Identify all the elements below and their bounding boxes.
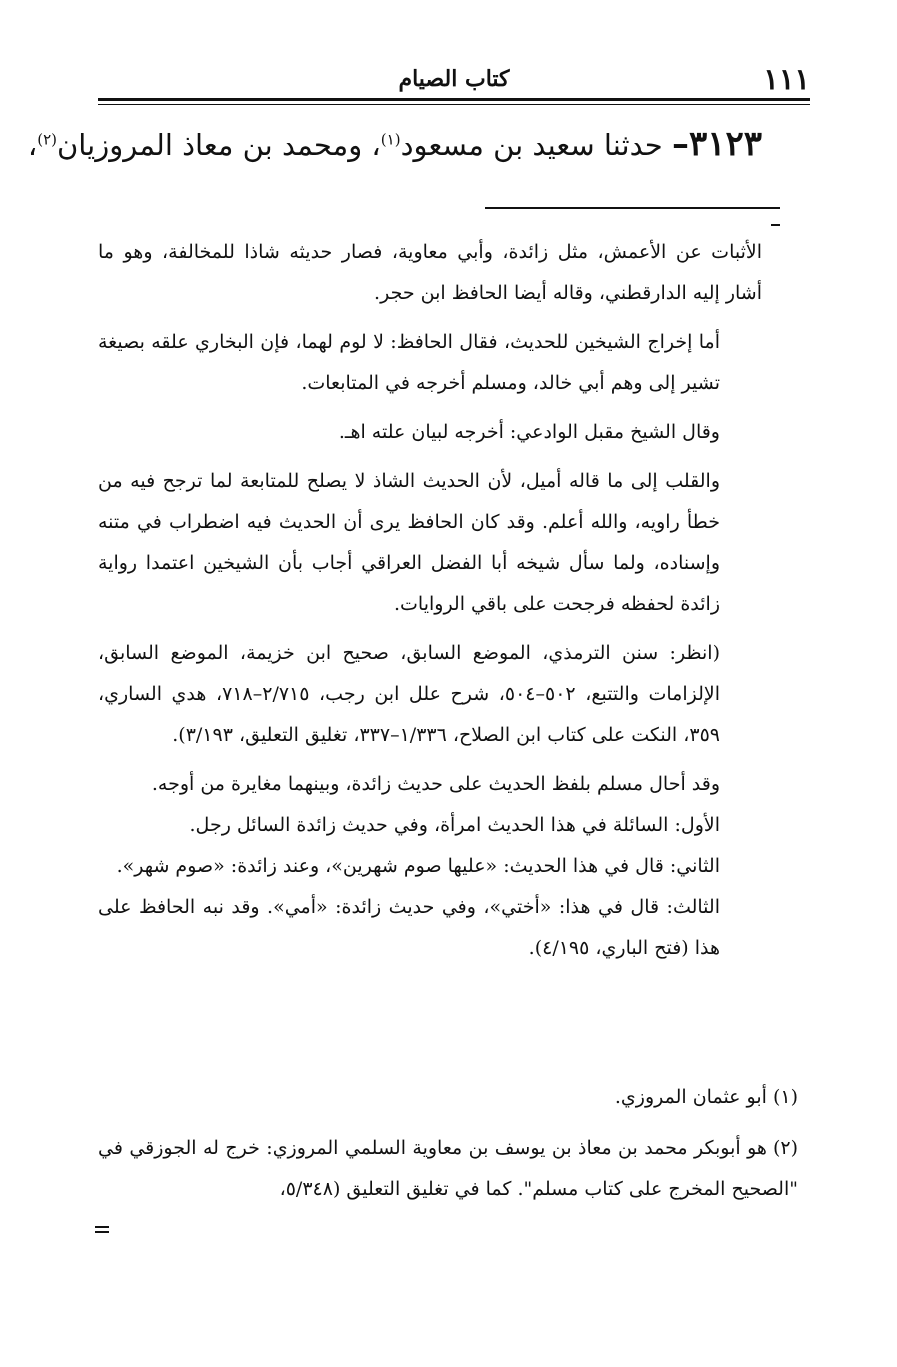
note-paragraph: وقال الشيخ مقبل الوادعي: أخرجه لبيان علته اهـ. — [338, 421, 720, 443]
header-rule-thin — [98, 104, 810, 105]
note-paragraph: الثالث: قال في هذا: «أختي»، وفي حديث زائدة: «أمي». وقد نبه الحافظ على هذا (فتح الباري، ٤/١٩٥). — [98, 896, 720, 959]
note-paragraph: والقلب إلى ما قاله أميل، لأن الحديث الشاذ لا يصلح للمتابعة لما ترجح فيه من خطأ راويه، والله أعلم. وقد كان الحافظ يرى أن الحديث فيه اضطراب في متنه وإسناده، ولما سأل شيخه أبا الفضل العراقي أجاب بأن الشيخين اعتمدا رواية زائدة لحفظه فرجحت على باقي الروايات. — [98, 470, 720, 615]
continuation-mark-bottom — [95, 1226, 109, 1236]
hadith-number: ٣١٢٣– — [671, 124, 762, 164]
hadith-text-part2: ، ومحمد بن معاذ المروزيان — [57, 128, 381, 162]
note-paragraph: الثاني: قال في هذا الحديث: «عليها صوم شهرين»، وعند زائدة: «صوم شهر». — [116, 855, 720, 877]
hadith-line — [27, 120, 762, 169]
footnote-text: أبو عثمان المروزي. — [614, 1086, 767, 1108]
note-paragraph: الأول: السائلة في هذا الحديث امرأة، وفي حديث زائدة السائل رجل. — [189, 814, 720, 836]
footnote-ref-1[interactable]: (١) — [380, 130, 401, 149]
page-header — [98, 62, 810, 96]
continuation-mark-top — [771, 224, 780, 226]
footnote-item — [98, 1077, 798, 1118]
footnote-ref-2[interactable]: (٢) — [37, 130, 57, 149]
note-paragraph: (انظر: سنن الترمذي، الموضع السابق، صحيح ابن خزيمة، الموضع السابق، الإلزامات والتتبع، ٥٠٢–٥٠٤، شرح علل ابن رجب، ٢/٧١٥–٧١٨، هدي الساري، ٣٥٩، النكت على كتاب ابن الصلاح، ١/٣٣٦–٣٣٧، تغليق التعليق، ٣/١٩٣). — [98, 642, 720, 746]
note-paragraph: الأثبات عن الأعمش، مثل زائدة، وأبي معاوية، فصار حديثه شاذا للمخالفة، وهو ما أشار إليه الدارقطني، وقاله أيضا الحافظ ابن حجر. — [98, 241, 762, 304]
footnotes-section — [98, 1077, 798, 1220]
footnote-divider — [485, 207, 780, 209]
header-rule-thick — [98, 98, 810, 101]
footnote-number: (٢) — [772, 1137, 798, 1159]
note-paragraph: أما إخراج الشيخين للحديث، فقال الحافظ: لا لوم لهما، فإن البخاري علقه بصيغة تشير إلى وهم أبي خالد، ومسلم أخرجه في المتابعات. — [98, 331, 720, 394]
hadith-text-part1: حدثنا سعيد بن مسعود — [400, 128, 672, 162]
running-title: كتاب الصيام — [398, 66, 510, 92]
footnote-item — [98, 1128, 798, 1210]
note-paragraph: وقد أحال مسلم بلفظ الحديث على حديث زائدة، وبينهما مغايرة من أوجه. — [151, 773, 720, 795]
hadith-text-part3: ، — [27, 128, 38, 162]
page-number: ١١١ — [763, 62, 810, 96]
footnote-number: (١) — [772, 1086, 798, 1108]
footnote-text: هو أبوبكر محمد بن معاذ بن يوسف بن معاوية السلمي المروزي: خرج له الجوزقي في "الصحيح المخرج على كتاب مسلم". كما في تغليق التعليق (٥/٣٤٨، — [98, 1137, 798, 1200]
notes-section — [98, 232, 762, 969]
